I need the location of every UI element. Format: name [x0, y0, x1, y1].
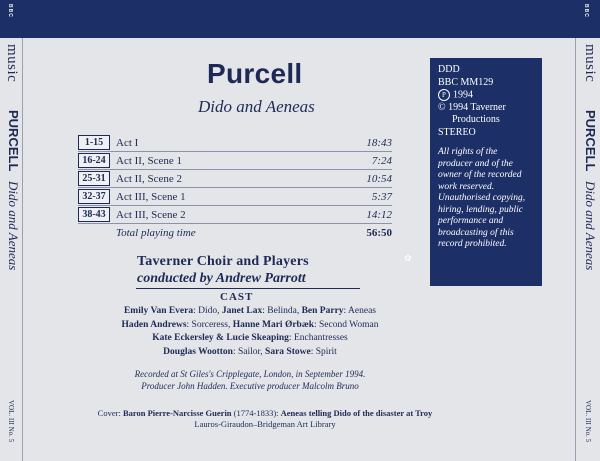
role-name: Sailor	[237, 346, 261, 357]
cast-divider	[136, 288, 360, 289]
track-row	[78, 188, 392, 206]
decorative-speck-icon: ✿	[404, 253, 412, 263]
sound-format: STEREO	[438, 126, 476, 138]
track-number: 25-31	[78, 171, 110, 186]
cast-line: Haden Andrews: Sorceress, Hanne Mari Ørbæk: Second Woman	[121, 319, 379, 330]
spine-composer: PURCELL	[583, 110, 598, 172]
spine-brand: music	[582, 44, 598, 83]
composer-title: Purcell	[207, 58, 303, 89]
cast-line: Emily Van Evera: Dido, Janet Lax: Belinda, Ben Parry: Aeneas	[123, 306, 377, 316]
role-name: Belinda	[267, 306, 297, 316]
role-name: Aeneas	[348, 306, 377, 316]
spine-work: Dido and Aeneas	[6, 181, 21, 271]
role-name: Enchantresses	[293, 333, 348, 343]
total-time: 56:50	[366, 226, 392, 239]
phonogram-line	[438, 89, 534, 102]
cast-line: Kate Eckersley & Lucie Skeaping: Enchantresses	[152, 333, 348, 343]
track-duration: 10:54	[327, 170, 392, 188]
track-number: 16-24	[78, 153, 110, 168]
singer-name: Janet Lax	[221, 306, 263, 316]
role-name: Dido	[198, 306, 218, 316]
role-name: Second Woman	[319, 319, 379, 330]
ensemble-name: Taverner Choir and Players	[137, 254, 309, 269]
phonogram-icon: P	[438, 89, 450, 101]
track-number: 1-15	[78, 135, 110, 150]
track-number: 38-43	[78, 207, 110, 222]
spine-composer: PURCELL	[6, 110, 21, 172]
spine-volume: VOL. III No. 5	[584, 400, 592, 443]
track-row	[78, 152, 392, 170]
phonogram-year: 1994	[453, 89, 473, 101]
cover-credit	[75, 408, 455, 430]
track-title: Act III, Scene 2	[110, 206, 327, 224]
singer-name: Sara Stowe	[265, 346, 311, 357]
track-title: Act II, Scene 2	[110, 170, 327, 188]
track-row	[78, 170, 392, 188]
recording-venue: Recorded at St Giles's Cripplegate, London, in September 1994.	[134, 369, 366, 379]
bbc-logo-left: BBC	[7, 4, 13, 18]
spine-brand: music	[4, 44, 20, 83]
cover-prefix: Cover:	[97, 408, 123, 418]
cover-dates: (1774-1833):	[231, 408, 281, 418]
singer-name: Emily Van Evera	[123, 306, 194, 316]
rights-notice: All rights of the producer and of the owner of the recorded work reserved. Unauthorised copying, hiring, lending, public performance and broadcasting of this record prohibited.	[438, 147, 526, 250]
copyright-line: © 1994 Taverner	[438, 101, 506, 113]
track-duration: 7:24	[327, 152, 392, 170]
singer-name: Hanne Mari Ørbæk	[232, 319, 314, 330]
conductor-name: conducted by Andrew Parrott	[137, 271, 306, 286]
track-duration: 14:12	[327, 206, 392, 224]
recording-note	[80, 368, 420, 392]
singer-name: Ben Parry	[301, 306, 344, 316]
spine-work: Dido and Aeneas	[583, 181, 598, 271]
cover-artist: Baron Pierre-Narcisse Guerin	[122, 408, 232, 418]
track-number: 32-37	[78, 189, 110, 204]
track-title: Act II, Scene 1	[110, 152, 327, 170]
track-title: Act I	[110, 134, 327, 152]
singer-name: Kate Eckersley & Lucie Skeaping	[152, 333, 289, 343]
top-band	[0, 0, 600, 38]
cast-heading: CAST	[220, 291, 254, 303]
left-spine	[0, 38, 23, 461]
role-name: Sorceress	[191, 319, 228, 330]
total-row	[78, 224, 392, 242]
right-spine	[575, 38, 600, 461]
track-duration: 18:43	[327, 134, 392, 152]
track-list	[78, 134, 392, 241]
cast-list	[80, 305, 420, 359]
role-name: Spirit	[315, 346, 337, 357]
track-row	[78, 134, 392, 152]
work-title: Dido and Aeneas	[198, 97, 315, 116]
track-title: Act III, Scene 1	[110, 188, 327, 206]
total-label: Total playing time	[116, 226, 196, 239]
spine-title	[4, 110, 22, 271]
bbc-logo-right: BBC	[583, 4, 589, 18]
credits-box	[430, 58, 542, 286]
cover-painting-title: Aeneas telling Dido of the disaster at Troy	[280, 408, 433, 418]
catalogue-number: BBC MM129	[438, 76, 494, 88]
cast-line: Douglas Wootton: Sailor, Sara Stowe: Spirit	[163, 346, 337, 357]
recording-producers: Producer John Hadden. Executive producer Malcolm Bruno	[141, 381, 359, 391]
singer-name: Haden Andrews	[121, 319, 187, 330]
spine-title	[581, 110, 599, 271]
copyright-holder: Productions	[452, 114, 500, 126]
cover-library: Lauros-Giraudon–Bridgeman Art Library	[194, 419, 336, 429]
spine-volume: VOL. III No. 5	[7, 400, 15, 443]
track-duration: 5:37	[327, 188, 392, 206]
track-row	[78, 206, 392, 224]
singer-name: Douglas Wootton	[163, 346, 233, 357]
recording-format: DDD	[438, 64, 460, 75]
